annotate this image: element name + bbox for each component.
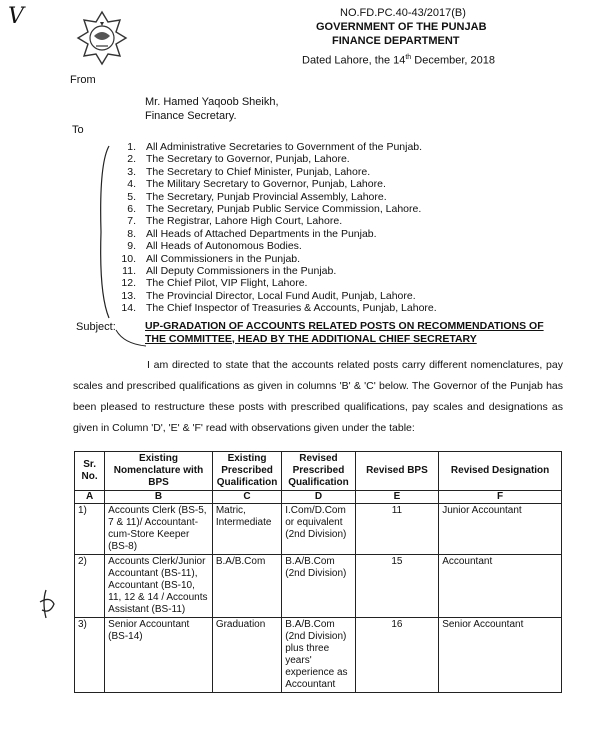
addressee-text: The Secretary to Governor, Punjab, Lahore.: [146, 153, 350, 166]
table-row: [75, 618, 562, 693]
sender-title: Finance Secretary.: [145, 110, 237, 122]
letter-b: B: [105, 491, 213, 504]
addressee-text: The Secretary, Punjab Public Service Commission, Lahore.: [146, 203, 422, 216]
addressee-item: [112, 191, 437, 203]
addressee-item: [112, 265, 437, 277]
dated-line: [302, 51, 576, 68]
addressee-number: 2.: [127, 153, 136, 166]
addressee-number: 6.: [127, 203, 136, 216]
row-existing-nomenclature: Senior Accountant (BS-14): [105, 618, 213, 693]
dated-suffix: December, 2018: [411, 54, 495, 67]
addressee-item: [112, 178, 437, 190]
table-row: [75, 555, 562, 618]
row-revised-bps: 16: [355, 618, 439, 693]
addressee-number: 3.: [127, 165, 136, 178]
addressee-number: 13.: [121, 289, 136, 302]
subject-text: UP-GRADATION OF ACCOUNTS RELATED POSTS ON RECOMMENDATIONS OF THE COMMITTEE, HEAD BY THE ADDITIONAL CHIEF SECRETARY: [145, 320, 544, 345]
addressee-item: [112, 215, 437, 227]
letter-f: F: [439, 491, 562, 504]
addressee-text: The Secretary, Punjab Provincial Assembly, Lahore.: [146, 190, 387, 203]
letter-c: C: [212, 491, 281, 504]
table-body: [75, 504, 562, 693]
addressee-text: All Administrative Secretaries to Government of the Punjab.: [146, 141, 423, 153]
row-revised-qualification: B.A/B.Com (2nd Division) plus three years' experience as Accountant: [282, 618, 355, 693]
addressee-text: The Chief Inspector of Treasuries & Accounts, Punjab, Lahore.: [146, 302, 437, 315]
addressee-text: All Heads of Autonomous Bodies.: [146, 240, 302, 253]
row-existing-qualification: B.A/B.Com: [212, 555, 281, 618]
row-sr: 2): [75, 555, 105, 618]
addressee-text: The Provincial Director, Local Fund Audit, Punjab, Lahore.: [146, 289, 416, 302]
addressee-item: [112, 290, 437, 302]
header-sr: Sr. No.: [75, 452, 105, 491]
letter-e: E: [355, 491, 439, 504]
table-row: [75, 504, 562, 555]
row-revised-qualification: I.Com/D.Com or equivalent (2nd Division): [282, 504, 355, 555]
addressee-text: The Registrar, Lahore High Court, Lahore.: [146, 215, 343, 228]
addressee-item: [112, 228, 437, 240]
row-existing-nomenclature: Accounts Clerk (BS-5, 7 & 11)/ Accountant-cum-Store Keeper (BS-8): [105, 504, 213, 555]
addressee-text: All Deputy Commissioners in the Punjab.: [146, 265, 337, 278]
body-paragraph: [73, 355, 563, 439]
sender-name: Mr. Hamed Yaqoob Sheikh,: [145, 96, 279, 108]
subject-label: Subject:: [76, 321, 116, 333]
header-revised-bps: Revised BPS: [355, 452, 439, 491]
addressee-item: [112, 166, 437, 178]
government-title: GOVERNMENT OF THE PUNJAB: [316, 21, 487, 33]
letter-a: A: [75, 491, 105, 504]
to-label: To: [72, 124, 84, 136]
header-revised-designation: Revised Designation: [439, 452, 562, 491]
addressee-item: [112, 253, 437, 265]
header-existing-qual: Existing Prescribed Qualification: [212, 452, 281, 491]
dated-prefix: Dated Lahore, the 14: [302, 54, 406, 67]
margin-signature-icon: [36, 588, 58, 622]
sender-block: [145, 95, 279, 123]
dated-sup: th: [405, 54, 412, 61]
table-header-row: [75, 452, 562, 491]
row-existing-qualification: Graduation: [212, 618, 281, 693]
body-text: I am directed to state that the accounts related posts carry different nomenclatures, pay scales and prescribed qualifications as given in columns 'B' & 'C' below. The Governor of the Punjab has been pleased to restructure these posts with prescribed qualifications, pay scales and designations as given in Column 'D', 'E' & 'F' read with observations given under the table:: [73, 359, 563, 434]
row-revised-designation: Senior Accountant: [439, 618, 562, 693]
row-revised-designation: Junior Accountant: [439, 504, 562, 555]
subject-bracket-icon: [114, 328, 148, 348]
posts-table: [74, 451, 562, 693]
department-title: FINANCE DEPARTMENT: [332, 35, 460, 47]
addressee-text: All Commissioners in the Punjab.: [146, 252, 301, 265]
addressee-number: 12.: [121, 277, 136, 290]
row-revised-bps: 11: [355, 504, 439, 555]
punjab-emblem-icon: [74, 8, 130, 66]
row-existing-nomenclature: Accounts Clerk/Junior Accountant (BS-11), Accountant (BS-10, 11, 12 & 14 / Accounts Assistant (BS-11): [105, 555, 213, 618]
row-sr: 3): [75, 618, 105, 693]
addressee-text: The Chief Pilot, VIP Flight, Lahore.: [146, 277, 308, 290]
addressee-text: All Heads of Attached Departments in the Punjab.: [146, 227, 377, 240]
addressee-number: 4.: [127, 178, 136, 191]
addressee-number: 9.: [127, 240, 136, 253]
header-existing: Existing Nomenclature with BPS: [105, 452, 213, 491]
row-revised-designation: Accountant: [439, 555, 562, 618]
addressee-item: [112, 153, 437, 165]
row-revised-qualification: B.A/B.Com (2nd Division): [282, 555, 355, 618]
addressee-number: 5.: [127, 190, 136, 203]
addressee-item: [112, 302, 437, 314]
addressee-number: 10.: [121, 252, 136, 265]
handwritten-mark: V: [8, 4, 24, 29]
row-existing-qualification: Matric, Intermediate: [212, 504, 281, 555]
letter-header: [302, 6, 576, 68]
from-label: From: [70, 74, 96, 86]
addressee-item: [112, 141, 437, 153]
addressee-number: 8.: [127, 227, 136, 240]
table-letter-row: [75, 491, 562, 504]
addressee-text: The Secretary to Chief Minister, Punjab, Lahore.: [146, 165, 371, 178]
letter-d: D: [282, 491, 355, 504]
addressee-item: [112, 277, 437, 289]
addressee-item: [112, 203, 437, 215]
addressee-number: 11.: [122, 265, 136, 278]
addressee-text: The Military Secretary to Governor, Punjab, Lahore.: [146, 178, 386, 191]
addressee-number: 1.: [127, 141, 136, 153]
addressee-list: [112, 141, 437, 315]
reference-number: NO.FD.PC.40-43/2017(B): [340, 7, 466, 19]
row-revised-bps: 15: [355, 555, 439, 618]
addressee-item: [112, 240, 437, 252]
addressee-number: 14.: [121, 302, 136, 315]
header-revised-qual: Revised Prescribed Qualification: [282, 452, 355, 491]
addressee-brace-icon: [97, 144, 111, 320]
row-sr: 1): [75, 504, 105, 555]
addressee-number: 7.: [127, 215, 136, 228]
